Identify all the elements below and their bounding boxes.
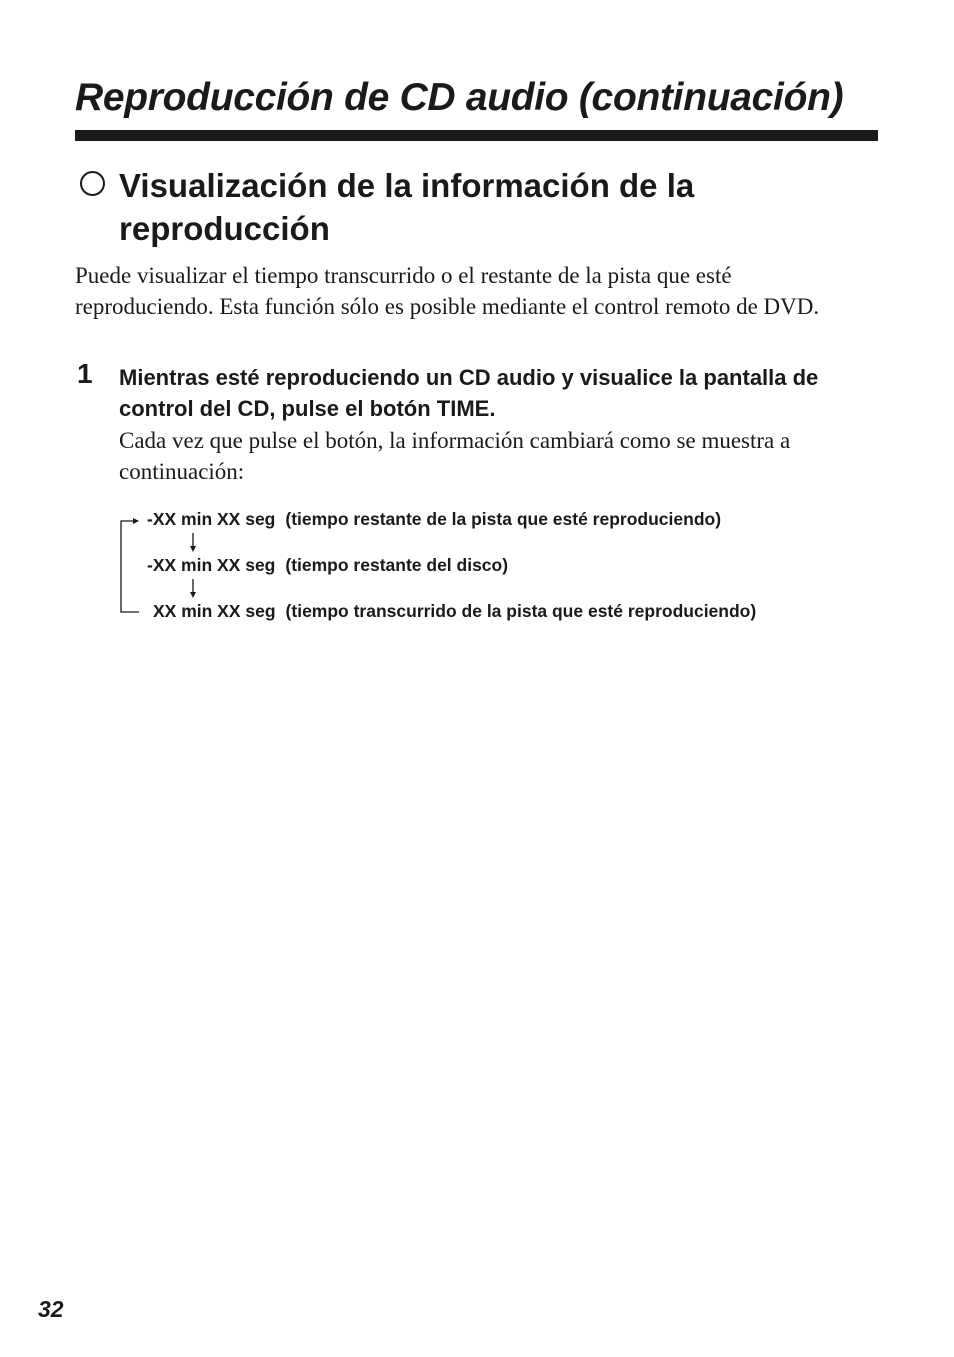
cycle-item-description: (tiempo restante de la pista que esté reproduciendo) — [285, 509, 722, 529]
cycle-item-description: (tiempo restante del disco) — [285, 555, 509, 575]
step-body: Cada vez que pulse el botón, la información cambiará como se muestra a continuación: — [119, 428, 791, 484]
page-number: 32 — [38, 1296, 64, 1322]
intro-paragraph: Puede visualizar el tiempo transcurrido o el restante de la pista que esté reproduciendo. Esta función sólo es posible mediante el control remoto de DVD. — [75, 263, 820, 319]
cycle-item-time: -XX min XX seg — [147, 509, 276, 529]
cycle-item — [153, 601, 756, 621]
cycle-item — [147, 555, 508, 575]
step-heading: Mientras esté reproduciendo un CD audio y visualice la pantalla de control del CD, pulse el botón TIME. — [119, 365, 819, 421]
cycle-item-description: (tiempo transcurrido de la pista que esté reproduciendo) — [285, 601, 757, 621]
cycle-item-time: XX min XX seg — [153, 601, 276, 621]
page-title: Reproducción de CD audio (continuación) — [75, 76, 844, 119]
section-heading: Visualización de la información de la reproducción — [119, 167, 695, 247]
down-arrow-head-icon-2 — [190, 592, 196, 598]
cycle-item-time: -XX min XX seg — [147, 555, 276, 575]
cycle-item — [147, 509, 721, 529]
step-number: 1 — [77, 358, 93, 389]
loop-back-line — [121, 521, 139, 612]
down-arrow-head-icon-1 — [190, 546, 196, 552]
loop-arrow-head-icon — [133, 518, 139, 524]
